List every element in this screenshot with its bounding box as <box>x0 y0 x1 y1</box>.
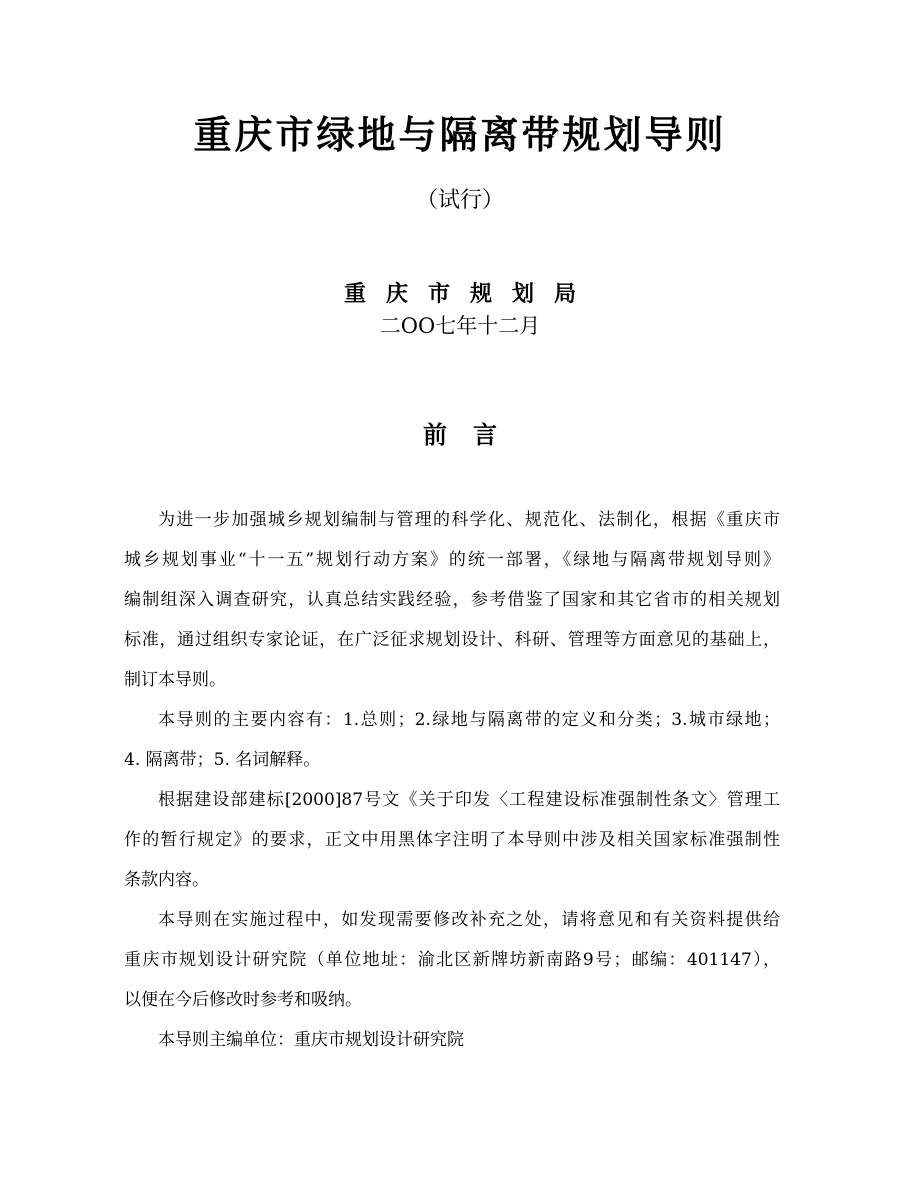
text-line: 为进一步加强城乡规划编制与管理的科学化、规范化、法制化，根据《重庆市 <box>158 510 780 530</box>
text-line: 城乡规划事业“十一五”规划行动方案》的统一部署，《绿地与隔离带规划导则》 <box>124 550 780 570</box>
preface-heading: 前言 <box>423 420 523 449</box>
text-line: 重庆市规划设计研究院（单位地址：渝北区新牌坊新南路9号；邮编：401147）， <box>124 950 780 970</box>
document-title: 重庆市绿地与隔离带规划导则 <box>193 113 727 157</box>
preface-paragraph-1 <box>124 500 780 700</box>
text-line: 编制组深入调查研究，认真总结实践经验，参考借鉴了国家和其它省市的相关规划 <box>124 590 780 610</box>
text-line: 作的暂行规定》的要求，正文中用黑体字注明了本导则中涉及相关国家标准强制性 <box>124 830 780 850</box>
text-line: 本导则在实施过程中，如发现需要修改补充之处，请将意见和有关资料提供给 <box>158 910 780 930</box>
preface-paragraph-3 <box>124 780 780 900</box>
preface-paragraph-5 <box>124 1020 780 1060</box>
issue-date: 二OO七年十二月 <box>379 314 541 338</box>
document-subtitle: （试行） <box>415 188 504 213</box>
preface-paragraph-2 <box>124 700 780 780</box>
text-line: 4. 隔离带；5. 名词解释。 <box>124 750 321 770</box>
text-line: 本导则主编单位：重庆市规划设计研究院 <box>158 1030 464 1050</box>
preface-body <box>124 500 780 1060</box>
text-line: 本导则的主要内容有：1.总则；2.绿地与隔离带的定义和分类；3.城市绿地； <box>158 710 780 730</box>
text-line: 以便在今后修改时参考和吸纳。 <box>124 990 362 1010</box>
text-line: 制订本导则。 <box>124 670 226 690</box>
text-line: 条款内容。 <box>124 870 209 890</box>
issuing-authority: 重庆市规划局 <box>343 281 596 307</box>
text-line: 根据建设部建标[2000]87号文《关于印发〈工程建设标准强制性条文〉管理工 <box>158 790 780 810</box>
preface-paragraph-4 <box>124 900 780 1020</box>
text-line: 标准，通过组织专家论证，在广泛征求规划设计、科研、管理等方面意见的基础上， <box>124 630 780 650</box>
